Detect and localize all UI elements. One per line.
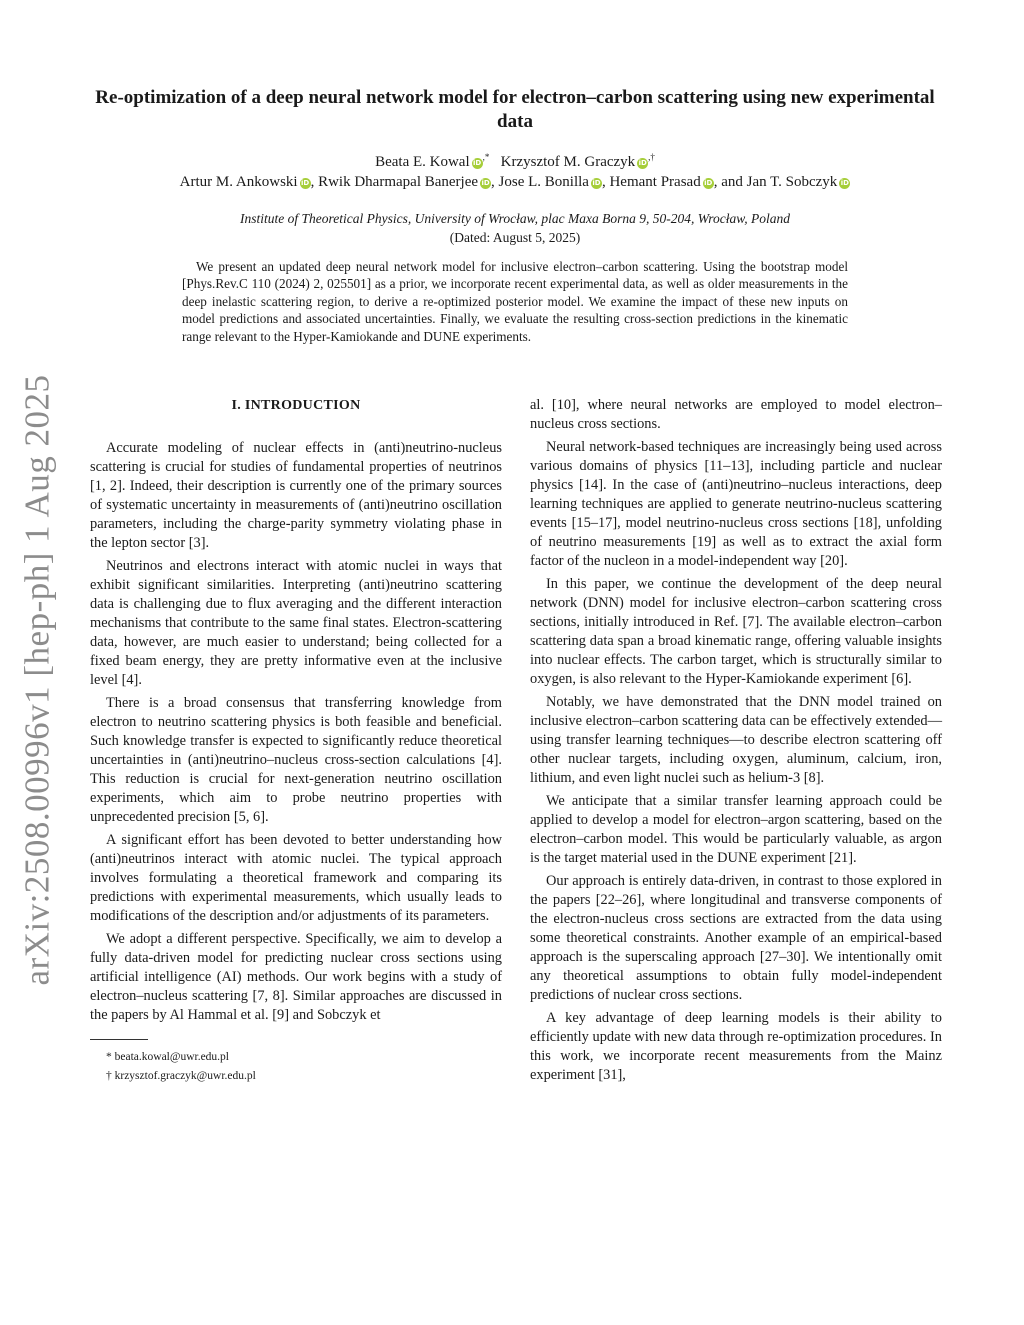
abstract: We present an updated deep neural network model for inclusive electron–carbon scattering. Using the bootstrap model [Phys.Rev.C 110 (2024) 2, 025501] as a prior, we incorporate recent experimental data, as well as older measurements in the deep inelastic scattering region, to derive a re-optimized posterior model. We examine the impact of these new inputs on model predictions and associated uncertainties. Finally, we evaluate the resulting cross-section predictions in the kinematic range relevant to the Hyper-Kamiokande and DUNE experiments. — [182, 259, 848, 344]
arxiv-sidebar — [10, 370, 64, 990]
author-name: Jose L. Bonilla — [498, 174, 589, 190]
author-name: Beata E. Kowal — [375, 154, 470, 170]
footnote: † krzysztof.graczyk@uwr.edu.pl — [106, 1070, 256, 1082]
orcid-icon[interactable]: iD — [300, 179, 310, 187]
author-line-2 — [80, 174, 950, 191]
paragraph: A significant effort has been devoted to better understanding how (anti)neutrinos interact with atomic nuclei. The typical approach involves formulating a theoretical framework and comparing its predictions with experimental measurements, which usually leads to modifications of the description and/or adjustments of its parameters. — [90, 832, 502, 924]
author-mark: , — [310, 174, 315, 190]
author-mark: , — [601, 174, 606, 190]
author-name: Artur M. Ankowski — [179, 174, 298, 190]
orcid-icon[interactable]: iD — [638, 159, 647, 167]
author-name: Krzysztof M. Graczyk — [500, 154, 636, 170]
author-line-1 — [80, 152, 950, 171]
footnote-rule — [90, 1039, 148, 1040]
author-mark: ,* — [482, 152, 490, 162]
orcid-icon[interactable]: iD — [592, 179, 601, 187]
orcid-icon[interactable]: iD — [473, 159, 482, 167]
author-mark: , and — [713, 174, 743, 190]
paragraph: Our approach is entirely data-driven, in contrast to those explored in the papers [22–26], where longitudinal and transverse components of the electron-nucleus cross sections are extracted from the data using some theoretical constraints. Another example of an empirical-based approach is the superscaling approach [27–30]. We intentionally omit any theoretical assumptions to obtain fully model-independent predictions of nuclear cross sections. — [530, 873, 942, 1003]
paragraph: Notably, we have demonstrated that the DNN model trained on inclusive electron–carbon scattering data can be effectively extended—using transfer learning techniques—to describe electron scattering off other nuclear targets, including oxygen, aluminum, calcium, iron, lithium, and even light nuclei such as helium-3 [8]. — [530, 694, 942, 786]
paragraph: A key advantage of deep learning models is their ability to efficiently update with new data through re-optimization procedures. In this work, we incorporate recent measurements from the Mainz experiment [31], — [530, 1010, 942, 1083]
paragraph: In this paper, we continue the development of the deep neural network (DNN) model for inclusive electron–carbon scattering cross sections, initially introduced in Ref. [7]. The available electron–carbon scattering data span a broad kinematic range, offering valuable insights into nuclear effects. The carbon target, which is structurally similar to oxygen, is also relevant to the Hyper-Kamiokande experiment [6]. — [530, 576, 942, 687]
paragraph: We anticipate that a similar transfer learning approach could be applied to develop a model for electron–argon scattering, based on the electron–carbon model. This would be particularly valuable, as argon is the target material used in the DUNE experiment [21]. — [530, 793, 942, 866]
paragraph: There is a broad consensus that transferring knowledge from electron to neutrino scattering physics is both feasible and beneficial. Such knowledge transfer is expected to significantly reduce theoretical uncertainties in (anti)neutrino–nucleus cross-section calculations [4]. This reduction is crucial for next-generation neutrino oscillation experiments, which aim to probe neutrino properties with unprecedented precision [5, 6]. — [90, 695, 502, 825]
author-mark: , — [491, 174, 495, 190]
orcid-icon[interactable]: iD — [481, 179, 490, 187]
paragraph: Accurate modeling of nuclear effects in (anti)neutrino-nucleus scattering is crucial for studies of fundamental properties of neutrinos [1, 2]. Indeed, their description is currently one of the primary sources of systematic uncertainty in measurements of (anti)neutrino oscillation parameters, including the charge-parity symmetry violating phase in the lepton sector [3]. — [90, 440, 502, 551]
footnote: * beata.kowal@uwr.edu.pl — [106, 1051, 230, 1063]
paragraph: Neutrinos and electrons interact with atomic nuclei in ways that exhibit significant similarities. Interpreting (anti)neutrino scattering data is challenging due to flux averaging and the different interaction mechanisms that contribute to the same final states. Electron-scattering data, however, are much easier to understand; being collected for a fixed beam energy, they are pretty informative even at the inclusive level [4]. — [90, 558, 502, 688]
right-column — [530, 396, 942, 1089]
paragraph: We adopt a different perspective. Specifically, we aim to develop a fully data-driven model for predicting nuclear cross sections using artificial intelligence (AI) methods. Our work begins with a study of electron–nucleus scattering [7, 8]. Similar approaches are discussed in the papers by Al Hammal et al. [9] and Sobczyk et — [90, 931, 502, 1023]
arxiv-identifier: arXiv:2508.00996v1 [hep-ph] 1 Aug 2025 — [17, 374, 57, 986]
paper-title: Re-optimization of a deep neural network model for electron–carbon scattering using new experimental data — [95, 87, 935, 132]
orcid-icon[interactable]: iD — [840, 179, 849, 187]
date-line: (Dated: August 5, 2025) — [449, 230, 581, 245]
author-name: Hemant Prasad — [609, 174, 701, 190]
author-name: Rwik Dharmapal Banerjee — [318, 174, 479, 190]
orcid-icon[interactable]: iD — [704, 179, 713, 187]
affiliation: Institute of Theoretical Physics, University of Wrocław, plac Maxa Borna 9, 50-204, Wrocław, Poland — [240, 211, 790, 226]
author-mark: ,† — [648, 152, 655, 162]
author-name: Jan T. Sobczyk — [746, 174, 838, 190]
left-column — [90, 396, 502, 1088]
paragraph: Neural network-based techniques are increasingly being used across various domains of physics [11–13], including particle and nuclear physics [14]. In the case of (anti)neutrino–nucleus interactions, deep learning techniques are applied to generate neutrino-nucleus scattering events [15–17], model neutrino-nucleus cross sections [18], unfolding of neutrino measurements [19] as well as to extract the axial form factor of the nucleon in a model-independent way [20]. — [530, 439, 942, 569]
paragraph: al. [10], where neural networks are employed to model electron–nucleus cross sections. — [530, 397, 942, 432]
section-heading: I. INTRODUCTION — [231, 398, 361, 413]
